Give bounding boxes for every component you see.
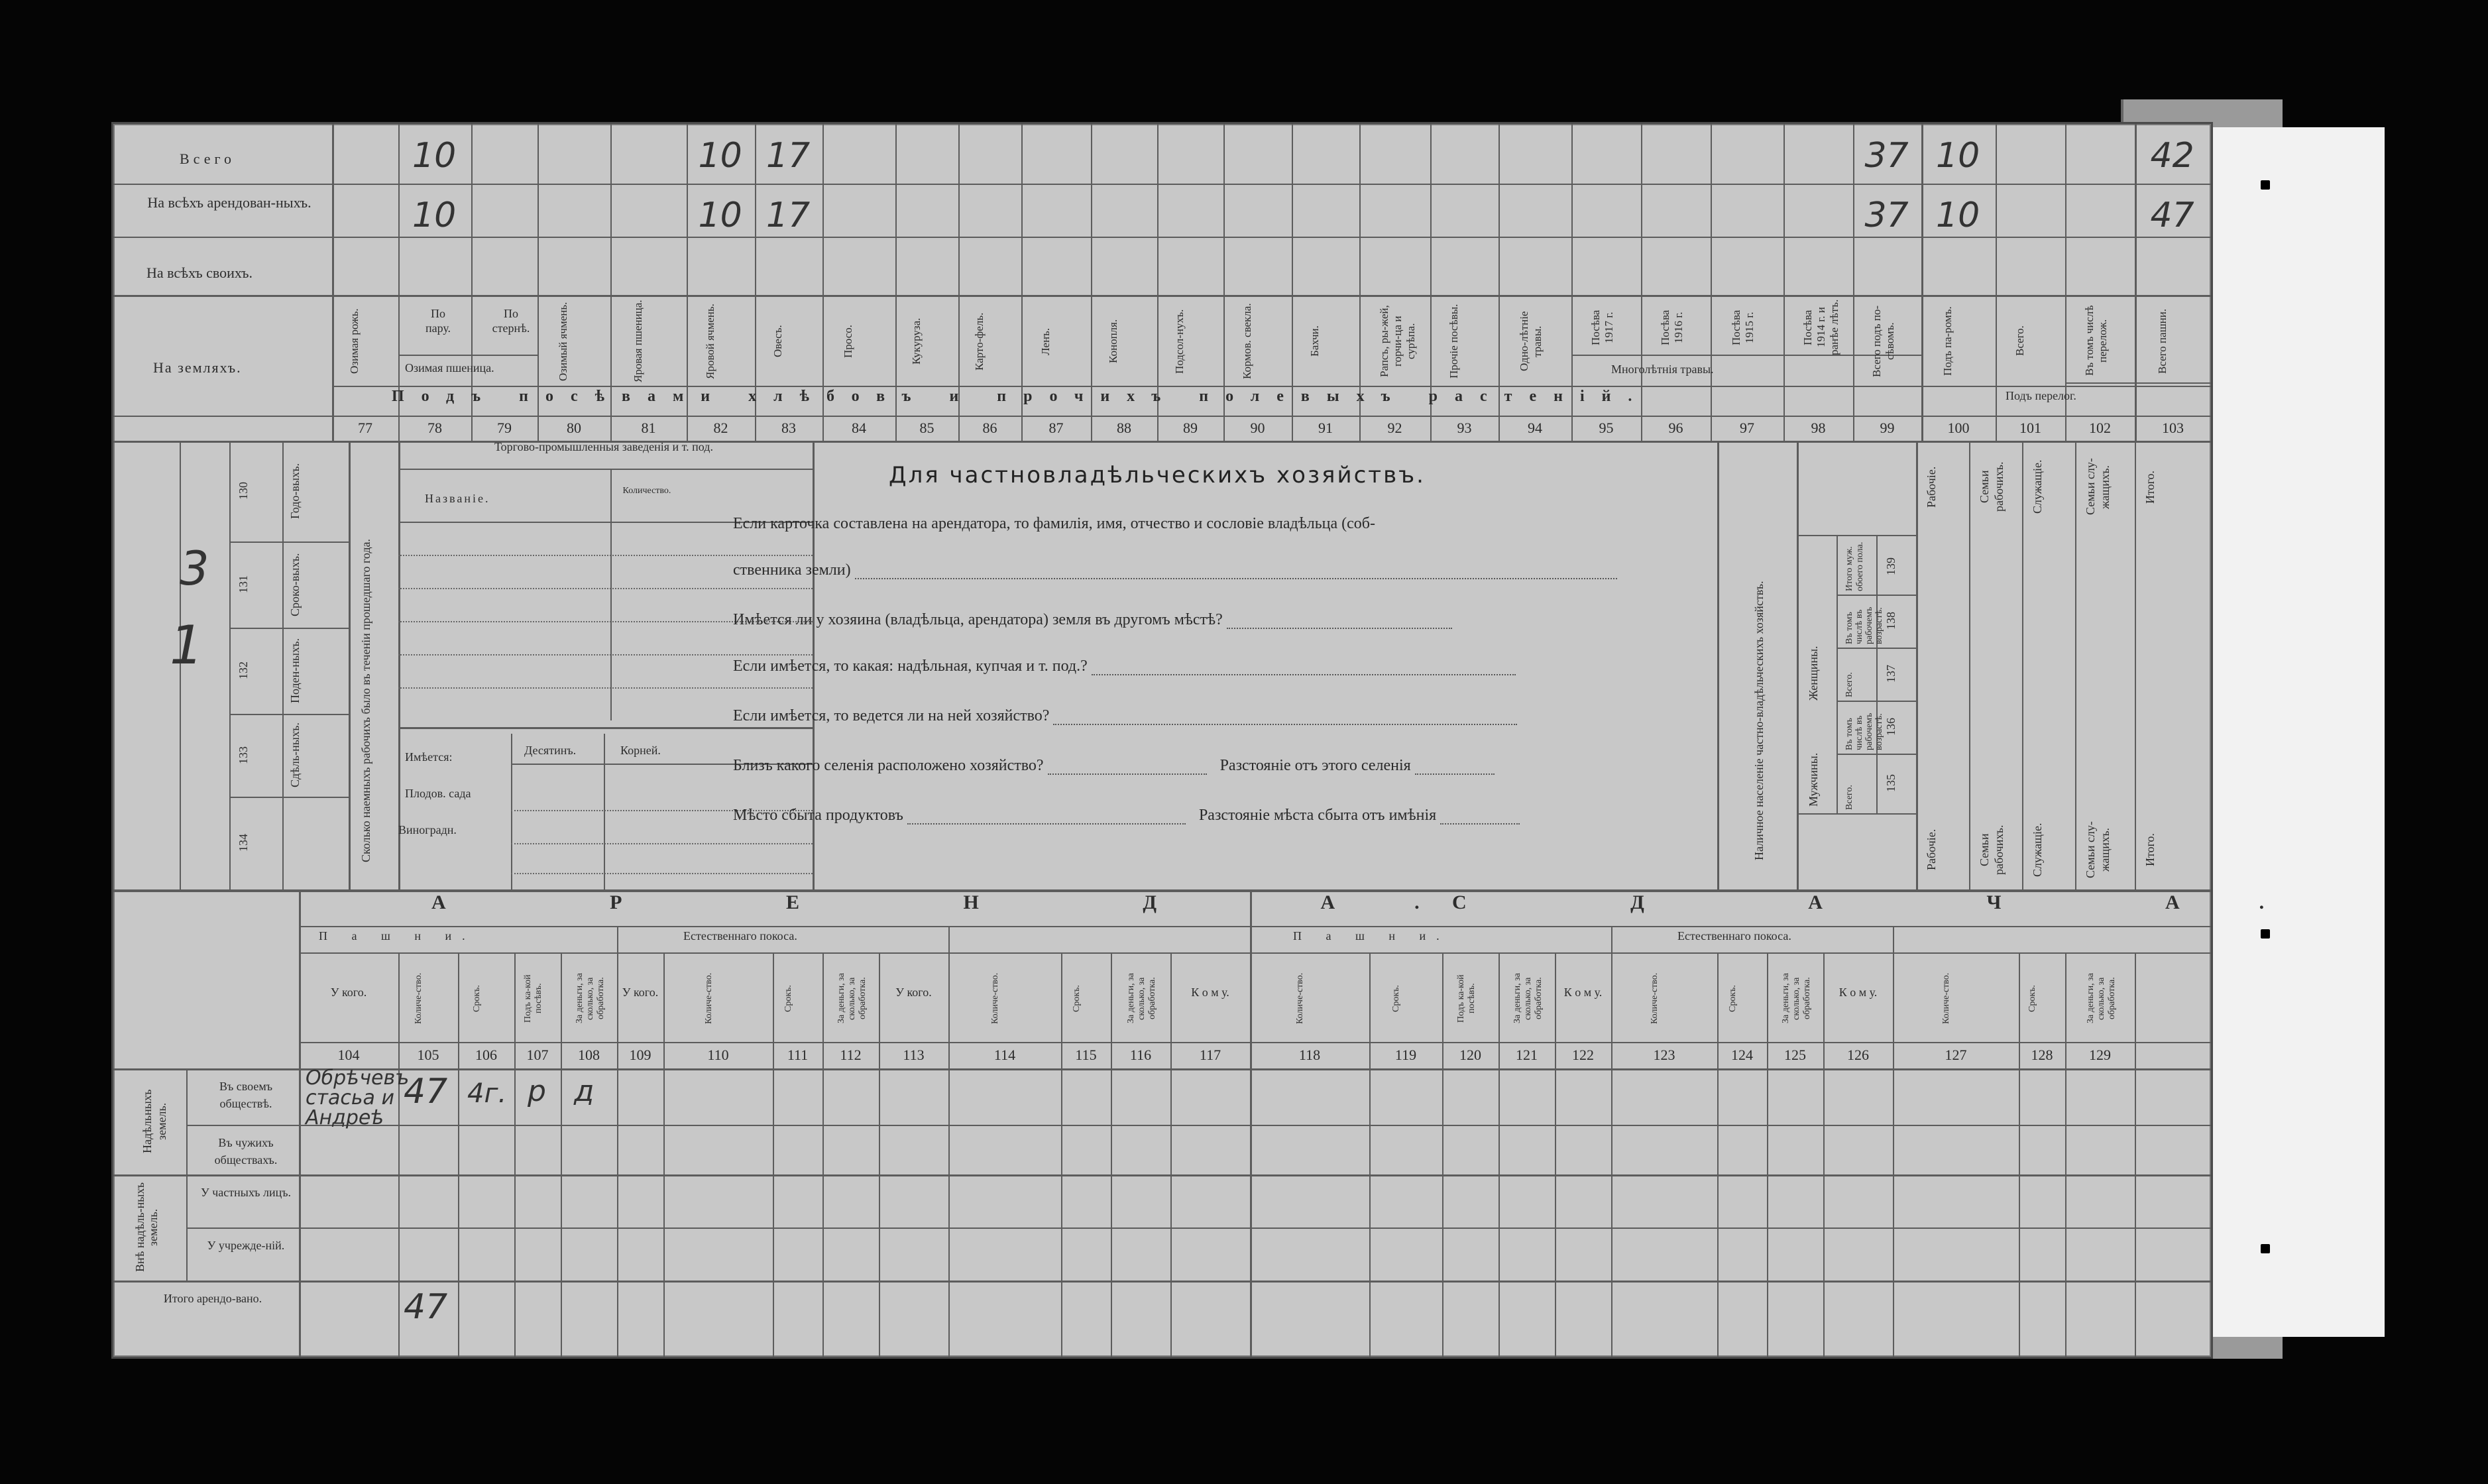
grid-vline [1170, 952, 1172, 1357]
grid-vline [229, 441, 231, 889]
worker-col-title: Поден-ныхъ. [288, 638, 302, 704]
arenda-title: А Р Е Н Д А. [431, 891, 1499, 913]
col-number: 96 [1668, 420, 1683, 436]
lease-col-number: 123 [1653, 1047, 1675, 1063]
grid-vline [1442, 952, 1443, 1357]
population-title: Наличное населеніе частно-владѣльческихъ хозяйствъ. [1752, 581, 1766, 860]
grid-vline [1555, 952, 1556, 1357]
q-other-land: Имѣется ли у хозяина (владѣльца, арендатора) земля въ другомъ мѣстѣ? [733, 611, 1452, 629]
q-land-type: Если имѣется, то какая: надѣльная, купчая и т. под.? [733, 657, 1516, 675]
grid-vline [1893, 952, 1894, 1357]
lease-col-number: 120 [1459, 1047, 1481, 1063]
pop-right-col-title: Семьи слу-жащихъ. [2084, 458, 2112, 516]
worker-col-number: 133 [237, 746, 250, 764]
head-from-whom: У кого. [622, 986, 659, 999]
grid-vline [610, 469, 612, 720]
pop-men-label: Мужчины. [1807, 752, 1820, 807]
handwritten-value: 10 [412, 136, 457, 176]
handwritten-value: 17 [766, 196, 811, 235]
head-quantity: Количе-ство. [1650, 972, 1660, 1025]
head-payment: За деньги, за сколько, за обработка. [836, 973, 868, 1024]
vineyard-label: Виноградн. [398, 823, 457, 836]
col-head-crop: Бахчи. [1308, 325, 1321, 357]
row-label: Въ своемъ обществѣ. [219, 1080, 273, 1110]
handwritten-term: 4г. [467, 1078, 507, 1109]
pop-sub-label: Въ томъ числѣ въ рабочемъ возрастѣ. [1844, 713, 1884, 750]
col-head-crop: Посѣва 1915 г. [1730, 310, 1756, 345]
col-head-crop: Карто-фель. [972, 312, 986, 371]
head-quantity: Количе-ство. [990, 972, 1000, 1025]
lease-col-number: 118 [1298, 1047, 1321, 1063]
col-head-crop: Кукуруза. [909, 317, 923, 365]
col-head-crop: Просо. [842, 325, 854, 358]
col-head-crop: Всего. [2013, 325, 2026, 356]
worker-col-title: Сдѣль-ныхъ. [288, 722, 302, 788]
head-to-whom: К о м у. [1838, 986, 1878, 999]
grid-hline [186, 1125, 2211, 1126]
grid-hline [398, 687, 813, 689]
handwritten-value: 10 [698, 196, 742, 235]
grid-hline [511, 843, 813, 844]
pop-sub-label: Всего. [1844, 785, 1854, 810]
pop-col-number: 135 [1884, 774, 1897, 793]
col-head-crop: Кормов. свекла. [1240, 303, 1253, 380]
pop-col-number: 139 [1884, 557, 1897, 575]
col-number: 83 [781, 420, 796, 436]
grid-vline [349, 441, 351, 889]
punch-mark [2261, 1244, 2270, 1253]
q-market: Мѣсто сбыта продуктовъ Разстояніе мѣста сбыта отъ имѣнія [733, 807, 1520, 825]
col-number: 90 [1250, 420, 1265, 436]
col-number: 91 [1318, 420, 1333, 436]
col-head-crop: Всего пашни. [2155, 308, 2169, 374]
trade-qty-head: Количество. [622, 486, 671, 496]
handwritten-value: 10 [698, 136, 742, 176]
col-head-crop: Посѣва 1914 г. и ранѣе лѣтъ. [1801, 299, 1840, 356]
handwritten-value: 37 [1864, 136, 1909, 176]
head-payment: За деньги, за сколько, за обработка. [1512, 973, 1544, 1024]
handwritten-total: 47 [404, 1287, 448, 1327]
head-term: Срокъ. [1727, 985, 1738, 1012]
lease-col-number: 117 [1199, 1047, 1221, 1063]
head-payment: За деньги, за сколько, за обработка. [1126, 973, 1157, 1024]
grid-vline [2065, 952, 2066, 1357]
pashni-label: П а ш н и. [1293, 929, 1450, 942]
trade-title: Торгово-промышленныя заведенія и т. под. [494, 440, 713, 453]
head-term: Срокъ. [1391, 985, 1401, 1012]
grid-vline [282, 441, 284, 889]
head-term: Срокъ. [2027, 985, 2037, 1012]
grid-vline [1611, 952, 1612, 1357]
private-farms-title: Для частновладѣльческихъ хозяйствъ. [889, 462, 1426, 488]
pop-total-label: Итого муж. обоего пола. [1844, 542, 1865, 591]
group-label: Внѣ надѣль-ныхъ земель. [133, 1182, 160, 1273]
col-number: 77 [358, 420, 372, 436]
col-head-crop: Въ томъ числѣ перелож. [2082, 305, 2109, 376]
grid-hline [113, 237, 2211, 238]
grid-vline [1711, 124, 1712, 441]
has-label: Имѣется: [405, 750, 453, 764]
grid-vline [1783, 124, 1785, 441]
grid-vline [2019, 952, 2020, 1357]
worker-col-number: 131 [237, 575, 250, 594]
grid-hline [229, 628, 349, 629]
pop-right-col-title: Семьи рабочихъ. [1978, 461, 2006, 512]
handwritten-crop: р [528, 1074, 546, 1108]
grid-vline [1996, 124, 1997, 441]
lease-col-number: 107 [526, 1047, 549, 1063]
pop-sub-label: Въ томъ числѣ въ рабочемъ возрастѣ. [1844, 606, 1884, 644]
sdacha-title: С Д А Ч А. [1452, 891, 2344, 913]
pokos-label: Естественнаго покоса. [683, 929, 797, 942]
grid-vline [604, 734, 605, 889]
winter-wheat-label: Озимая пшеница. [405, 361, 494, 374]
handwritten-payment: д [574, 1074, 594, 1108]
col-number: 81 [641, 420, 656, 436]
pop-women-label: Женщины. [1807, 646, 1820, 701]
grid-hline [1797, 813, 1916, 815]
col-number: 79 [497, 420, 512, 436]
grid-vline [2075, 441, 2076, 889]
handwritten-quantity: 47 [404, 1072, 448, 1112]
grid-vline [1498, 952, 1500, 1357]
col-head-crop: Яровой ячмень. [703, 304, 716, 379]
handwritten-value: 10 [412, 196, 457, 235]
grid-vline [1061, 952, 1062, 1357]
lease-col-number: 121 [1516, 1047, 1538, 1063]
grid-vline [2135, 124, 2137, 441]
head-quantity: Количе-ство. [1295, 972, 1305, 1025]
grid-vline [2135, 952, 2136, 1357]
grid-vline [1369, 952, 1371, 1357]
col-number: 102 [2089, 420, 2111, 436]
pashni-label: П а ш н и. [319, 929, 476, 942]
handwritten-value: 42 [2150, 136, 2194, 176]
head-payment: За деньги, за сколько, за обработка. [1780, 973, 1812, 1024]
grid-vline [1823, 952, 1825, 1357]
worker-col-number: 134 [237, 834, 250, 852]
lease-col-number: 122 [1572, 1047, 1594, 1063]
row-label: Въ чужихъ обществахъ. [214, 1136, 278, 1167]
grid-hline [186, 1227, 2211, 1229]
lease-col-number: 113 [903, 1047, 925, 1063]
row-label: У частныхъ лицъ. [200, 1186, 292, 1199]
head-payment: За деньги, за сколько, за обработка. [2085, 973, 2117, 1024]
row-label-own: На всѣхъ своихъ. [146, 264, 253, 281]
col-number: 87 [1048, 420, 1064, 436]
col-head-crop: Овесъ. [771, 325, 784, 358]
grid-vline [458, 952, 459, 1357]
grid-hline [299, 952, 2211, 954]
lease-col-number: 126 [1847, 1047, 1869, 1063]
grid-vline [1797, 441, 1799, 889]
grid-hline [1837, 754, 1916, 755]
pop-right-col-title: Семьи рабочихъ. [1978, 825, 2006, 875]
head-term: Срокъ. [471, 985, 482, 1012]
grid-hline [229, 714, 349, 715]
grid-vline [663, 952, 665, 1357]
lease-col-number: 116 [1129, 1047, 1152, 1063]
col-head-po-paru: По пару. [425, 307, 451, 335]
grid-hline [229, 542, 349, 543]
lease-col-number: 114 [993, 1047, 1016, 1063]
col-number: 89 [1183, 420, 1198, 436]
crops-band-title: Подъ посѣвами хлѣбовъ и прочихъ полевыхъ растеній. [392, 388, 1650, 405]
col-head-crop: Рапсъ, ры-жей, горчи-ца и сурѣпа. [1377, 305, 1417, 378]
handwritten-mark: 1 [170, 614, 203, 676]
col-head-crop: Посѣва 1917 г. [1589, 310, 1615, 345]
worker-col-number: 132 [237, 661, 250, 680]
lease-col-number: 110 [707, 1047, 729, 1063]
q-owner-name: Если карточка составлена на арендатора, то фамилія, имя, отчество и сословіе владѣльца (соб- [733, 515, 1376, 532]
grid-vline [1853, 124, 1854, 441]
lease-col-number: 108 [578, 1047, 600, 1063]
grid-hline [398, 727, 813, 729]
handwritten-value: 47 [2150, 196, 2194, 235]
grid-vline [773, 952, 774, 1357]
pop-right-col-title: Итого. [2143, 832, 2157, 867]
grid-vline [332, 124, 334, 441]
col-number: 100 [1947, 420, 1970, 436]
handwritten-value: 10 [1936, 136, 1980, 176]
grid-hline [229, 797, 349, 798]
col-number: 80 [567, 420, 581, 436]
col-number: 88 [1117, 420, 1131, 436]
col-number: 84 [852, 420, 866, 436]
grid-vline [1717, 952, 1719, 1357]
grid-hline [113, 1174, 2211, 1176]
handwritten-value: 17 [766, 136, 811, 176]
pokos-label: Естественнаго покоса. [1677, 929, 1791, 942]
grid-hline [511, 873, 813, 874]
head-quantity: Количе-ство. [1941, 972, 1951, 1025]
grid-vline [879, 952, 880, 1357]
col-head-po-sternyu: По стернѣ. [492, 307, 530, 335]
pop-right-col-title: Служащіе. [2031, 459, 2044, 514]
col-head-crop: Озимая рожь. [348, 308, 361, 374]
col-head-crop: Подсол-нухъ. [1173, 309, 1186, 374]
orchard-label: Плодов. сада [405, 787, 471, 800]
grid-vline [398, 952, 400, 1357]
grid-hline [1797, 535, 1916, 536]
handwritten-value: 10 [1936, 196, 1980, 235]
col-head-crop: Конопля. [1107, 319, 1119, 364]
head-to-whom: К о м у. [1563, 986, 1603, 999]
desyatin-head: Десятинъ. [524, 744, 577, 757]
head-quantity: Количе-ство. [703, 972, 714, 1025]
head-crop: Подъ ка-кой посѣвъ. [523, 974, 543, 1023]
col-number: 103 [2162, 420, 2184, 436]
grid-vline [561, 952, 562, 1357]
pop-col-number: 137 [1884, 665, 1897, 683]
grid-vline [822, 952, 824, 1357]
grid-hline [1837, 648, 1916, 649]
head-from-whom: У кого. [895, 986, 932, 999]
grid-hline [299, 926, 2211, 927]
head-payment: За деньги, за сколько, за обработка. [574, 973, 606, 1024]
col-head-crop: Одно-лѣтніе травы. [1518, 311, 1544, 372]
col-number: 95 [1599, 420, 1614, 436]
col-head-crop: Ленъ. [1039, 327, 1052, 355]
grid-vline [1250, 952, 1251, 1357]
col-number: 78 [427, 420, 442, 436]
grid-vline [1876, 535, 1878, 813]
grid-vline [1916, 441, 1918, 889]
col-head-crop: Посѣва 1916 г. [1658, 310, 1685, 345]
lease-col-number: 106 [475, 1047, 497, 1063]
pop-right-col-title: Семьи слу-жащихъ. [2084, 821, 2112, 878]
grid-hline [398, 469, 813, 470]
grid-vline [1767, 952, 1768, 1357]
lease-col-number: 111 [787, 1047, 809, 1063]
worker-col-title: Сроко-выхъ. [288, 553, 302, 616]
q-near-village: Близъ какого селенія расположено хозяйство? Разстояніе отъ этого селенія [733, 757, 1495, 775]
group-label: Надѣльныхъ земель. [141, 1089, 168, 1154]
grid-vline [2022, 441, 2023, 889]
grid-vline [186, 1068, 188, 1281]
pop-col-number: 138 [1884, 612, 1897, 630]
grid-hline [113, 1068, 2211, 1070]
grid-vline [1969, 441, 1970, 889]
col-head-crop: Яровая пшеница. [631, 300, 644, 383]
col-number: 92 [1387, 420, 1402, 436]
col-number: 99 [1880, 420, 1895, 436]
col-head-crop: Озимый ячмень. [557, 302, 569, 381]
pop-right-col-title: Служащіе. [2031, 823, 2044, 877]
pop-sub-label: Всего. [1844, 672, 1854, 697]
fallow-label: Подъ перелог. [2006, 389, 2076, 402]
col-head-crop: Подъ па-ромъ. [1941, 306, 1954, 376]
pop-right-col-title: Итого. [2143, 470, 2157, 504]
grid-vline [2135, 441, 2136, 889]
head-to-whom: К о м у. [1191, 986, 1229, 999]
pop-right-col-title: Рабочіе. [1925, 828, 1938, 871]
pop-col-number: 136 [1884, 718, 1897, 736]
head-quantity: Количе-ство. [414, 972, 424, 1025]
row-label: У учрежде-ній. [207, 1239, 285, 1252]
col-number: 85 [919, 420, 934, 436]
grid-vline [1111, 952, 1112, 1357]
handwritten-lessor: Обрѣчевъ стасьа и Андреѣ [306, 1066, 410, 1129]
head-crop: Подъ ка-кой посѣвъ. [1455, 974, 1477, 1023]
row-label-total: Всего [180, 150, 235, 167]
row-label-rented: На всѣхъ арендован-ныхъ. [147, 194, 311, 211]
lease-col-number: 115 [1075, 1047, 1097, 1063]
worker-col-number: 130 [237, 482, 250, 500]
row-label-lands: На земляхъ. [153, 359, 242, 376]
col-number: 86 [982, 420, 997, 436]
q-owner-name-cont: ственника земли) [733, 561, 1617, 579]
handwritten-mark: 3 [180, 542, 209, 596]
grid-vline [948, 952, 950, 1357]
grid-hline [113, 416, 2211, 417]
grid-hline [113, 1281, 2211, 1283]
col-number: 93 [1457, 420, 1472, 436]
lease-col-number: 128 [2031, 1047, 2053, 1063]
census-card [111, 122, 2344, 1359]
grid-hline [398, 654, 813, 656]
grid-vline [299, 889, 301, 1357]
grid-vline [514, 952, 516, 1357]
worker-col-title: Годо-выхъ. [288, 463, 302, 520]
facing-blank-sheet [2200, 127, 2385, 1337]
grid-hline [398, 588, 813, 589]
grid-vline [1921, 124, 1923, 441]
q-farming: Если имѣется, то ведется ли на ней хозяйство? [733, 707, 1517, 725]
grid-hline [1837, 595, 1916, 596]
handwritten-value: 37 [1864, 196, 1909, 235]
lease-col-number: 104 [337, 1047, 360, 1063]
lease-col-number: 127 [1945, 1047, 1967, 1063]
lease-col-number: 129 [2089, 1047, 2111, 1063]
grid-hline [398, 555, 813, 556]
grid-hline [113, 295, 2211, 297]
col-number: 82 [713, 420, 728, 436]
col-head-crop: Всего подъ по-сѣвомъ. [1870, 306, 1896, 377]
col-number: 94 [1528, 420, 1542, 436]
grid-vline [398, 441, 400, 889]
row-label: Итого арендо-вано. [163, 1292, 262, 1305]
grid-vline [1837, 535, 1838, 813]
lease-col-number: 124 [1731, 1047, 1753, 1063]
grid-hline [1837, 701, 1916, 702]
hired-workers-title: Сколько наемныхъ рабочихъ было въ теченіи прошедшаго года. [359, 538, 372, 863]
grid-vline [1717, 441, 1719, 889]
grid-hline [398, 355, 537, 356]
grid-hline [113, 184, 2211, 185]
punch-mark [2261, 929, 2270, 939]
grid-vline [511, 734, 512, 889]
head-term: Срокъ. [783, 985, 793, 1012]
punch-mark [2261, 180, 2270, 190]
lease-col-number: 112 [840, 1047, 862, 1063]
lease-col-number: 105 [417, 1047, 439, 1063]
col-number: 98 [1811, 420, 1826, 436]
head-term: Срокъ. [1071, 985, 1082, 1012]
perennial-grasses-label: Многолѣтнія травы. [1611, 363, 1714, 376]
col-number: 97 [1740, 420, 1754, 436]
grid-vline [617, 952, 618, 1357]
korney-head: Корней. [620, 744, 661, 757]
col-head-crop: Прочіе посѣвы. [1447, 304, 1460, 379]
pop-right-col-title: Рабочіе. [1925, 466, 1938, 508]
lease-col-number: 109 [629, 1047, 651, 1063]
head-from-whom: У кого. [330, 986, 367, 999]
col-number: 101 [2019, 420, 2041, 436]
lease-col-number: 125 [1784, 1047, 1806, 1063]
grid-hline [332, 386, 2211, 387]
trade-name-head: Названіе. [425, 492, 490, 505]
grid-hline [299, 1042, 2211, 1043]
lease-col-number: 119 [1394, 1047, 1417, 1063]
